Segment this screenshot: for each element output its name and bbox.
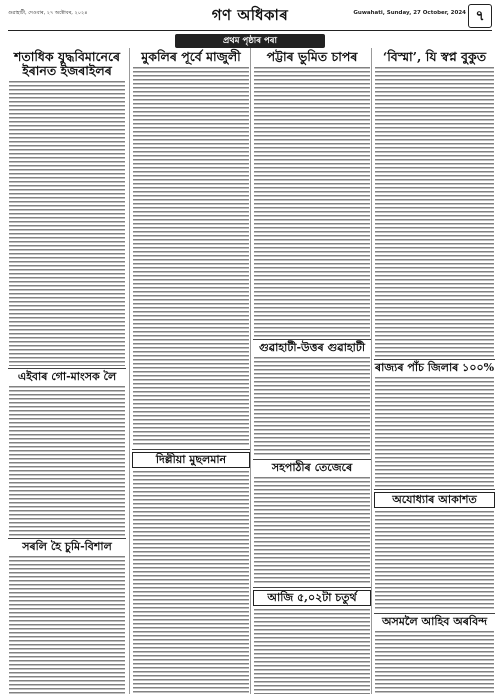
- column-4: [371, 48, 495, 694]
- masthead: [8, 4, 492, 31]
- headline-arvind: অসমলৈ আহিব অৰবিন্দ: [381, 614, 488, 628]
- article-body-text: [9, 81, 125, 366]
- article-columns: [8, 48, 495, 694]
- headline-delhi-muslim: দিল্লীয়া মুছলমান: [132, 452, 250, 468]
- article-body-text: [254, 609, 370, 694]
- headline-beef: এইবাৰ গো-মাংসক লৈ: [17, 369, 117, 383]
- newspaper-logo: গণ অধিকাৰ: [211, 6, 289, 24]
- headline-israel-iran: শতাধিক যুদ্ধবিমানেৰে ইৰানত ইজৰাইলৰ: [13, 49, 121, 78]
- article-body-text: [375, 377, 494, 487]
- article-body-text: [9, 386, 125, 536]
- article-body-text: [254, 67, 370, 337]
- article-body-text: [133, 471, 249, 694]
- article-body-text: [133, 67, 249, 447]
- headline-patta-land: পট্টাৰ ভুমিত চাপৰ: [266, 49, 358, 64]
- masthead-date-right: Guwahati, Sunday, 27 October, 2024: [353, 10, 466, 16]
- column-3: [250, 48, 371, 694]
- headline-bisma: ‘বিস্মা’, যি স্বপ্ন বুকুত: [382, 49, 487, 64]
- article-body-text: [254, 477, 370, 585]
- headline-five-districts: ৰাজ্যৰ পাঁচ জিলাৰ ১০০%: [374, 360, 495, 374]
- headline-ayodhya: অযোধ্যাৰ আকাশত: [374, 492, 495, 508]
- headline-chumi-bishal: সৰলি হৈ চুমি-বিশাল: [22, 539, 112, 553]
- article-body-text: [375, 511, 494, 611]
- headline-guwahati-north: গুৱাহাটী-উত্তৰ গুৱাহাটী: [258, 340, 365, 354]
- article-body-text: [375, 631, 494, 694]
- column-1: [8, 48, 126, 694]
- article-body-text: [9, 556, 125, 694]
- headline-fourth-grade: আজি ৫,০২টা চতুৰ্থ: [253, 590, 371, 606]
- masthead-date-left: গুৱাহাটী, দেওবাৰ, ২৭ অক্টোবৰ, ২০২৪: [8, 10, 88, 16]
- headline-majuli: মুকলিৰ পূৰ্বে মাজুলী: [141, 49, 241, 64]
- article-body-text: [375, 67, 494, 357]
- headline-classmate: সহপাঠীৰ তেজেৰে: [271, 460, 353, 474]
- section-banner: প্ৰথম পৃষ্ঠাৰ পৰা: [175, 34, 325, 48]
- article-body-text: [254, 357, 370, 457]
- column-2: [129, 48, 250, 694]
- page-number: ৭: [468, 4, 492, 28]
